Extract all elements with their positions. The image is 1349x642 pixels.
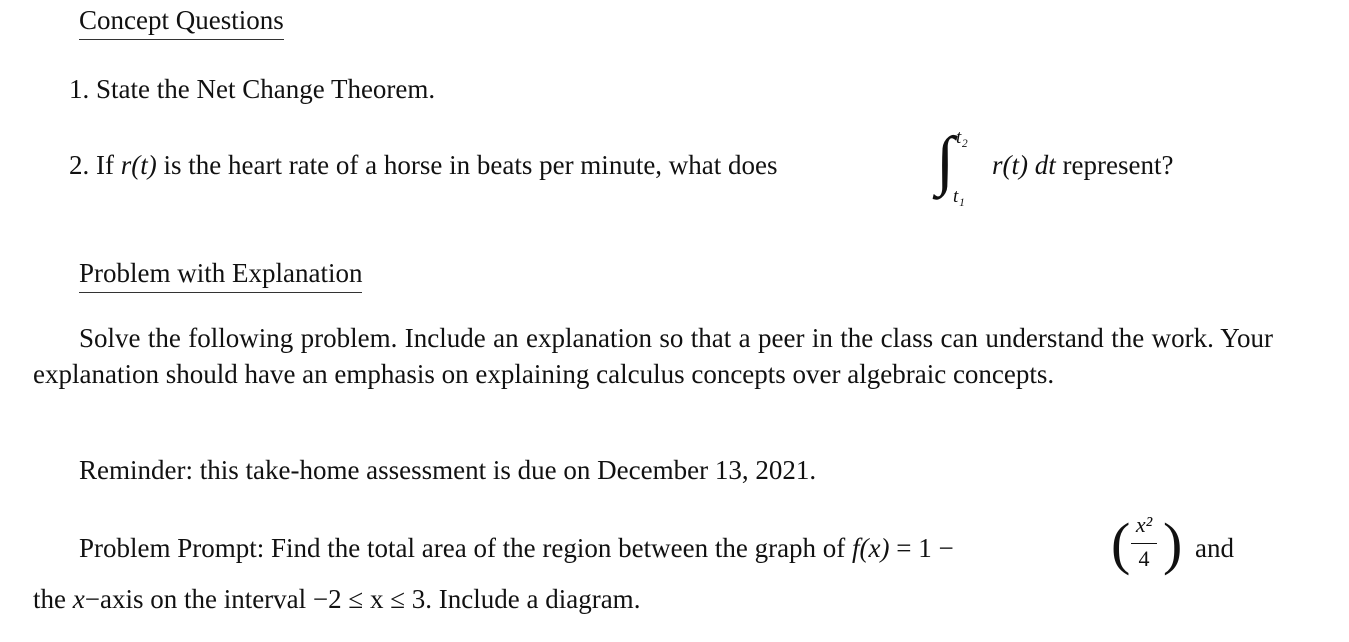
q2-tail-text: represent?: [1062, 150, 1174, 180]
prompt-lead: Problem Prompt: Find the total area of the region between the graph of: [79, 533, 846, 563]
q2-function: r(t): [120, 150, 157, 180]
integral-sign: ∫: [936, 124, 955, 197]
prompt-interval: −2 ≤ x ≤ 3.: [312, 584, 433, 614]
q2-lead: 2. If: [69, 150, 114, 180]
problem-prompt-line-1: [79, 533, 954, 564]
fraction: [1127, 512, 1161, 584]
fraction-numerator: x²: [1135, 512, 1153, 537]
question-2: [69, 150, 778, 181]
left-paren: (: [1111, 511, 1131, 576]
question-1: 1. State the Net Change Theorem.: [69, 74, 436, 104]
prompt-and: and: [1195, 533, 1234, 563]
prompt-equals: = 1 −: [896, 533, 954, 563]
fraction-bar: [1131, 543, 1157, 544]
integral-tail: [992, 150, 1173, 181]
q2-middle-text: is the heart rate of a horse in beats per minute, what does: [163, 150, 778, 180]
integral-upper-limit: t₂: [956, 127, 968, 148]
problem-prompt-line-2: [33, 584, 640, 615]
prompt-line2-b: −axis on the interval: [84, 584, 307, 614]
prompt-function: f(x): [852, 533, 890, 563]
right-paren: ): [1163, 511, 1183, 576]
problem-with-explanation-heading: Problem with Explanation: [79, 259, 362, 293]
prompt-line2-a: the: [33, 584, 66, 614]
prompt-x-variable: x: [72, 584, 85, 614]
prompt-line2-c: Include a diagram.: [438, 584, 641, 614]
integrand: r(t) dt: [992, 150, 1056, 180]
reminder-text: Reminder: this take-home assessment is due on December 13, 2021.: [79, 455, 817, 485]
fraction-denominator: 4: [1138, 546, 1150, 571]
instructions-paragraph: Solve the following problem. Include an explanation so that a peer in the class can understand the work. Your explanation should have an emphasis on explaining calculus concepts over algebraic concepts.: [33, 323, 1273, 389]
concept-questions-heading: Concept Questions: [79, 6, 284, 40]
integral-lower-limit: t₁: [953, 186, 965, 207]
